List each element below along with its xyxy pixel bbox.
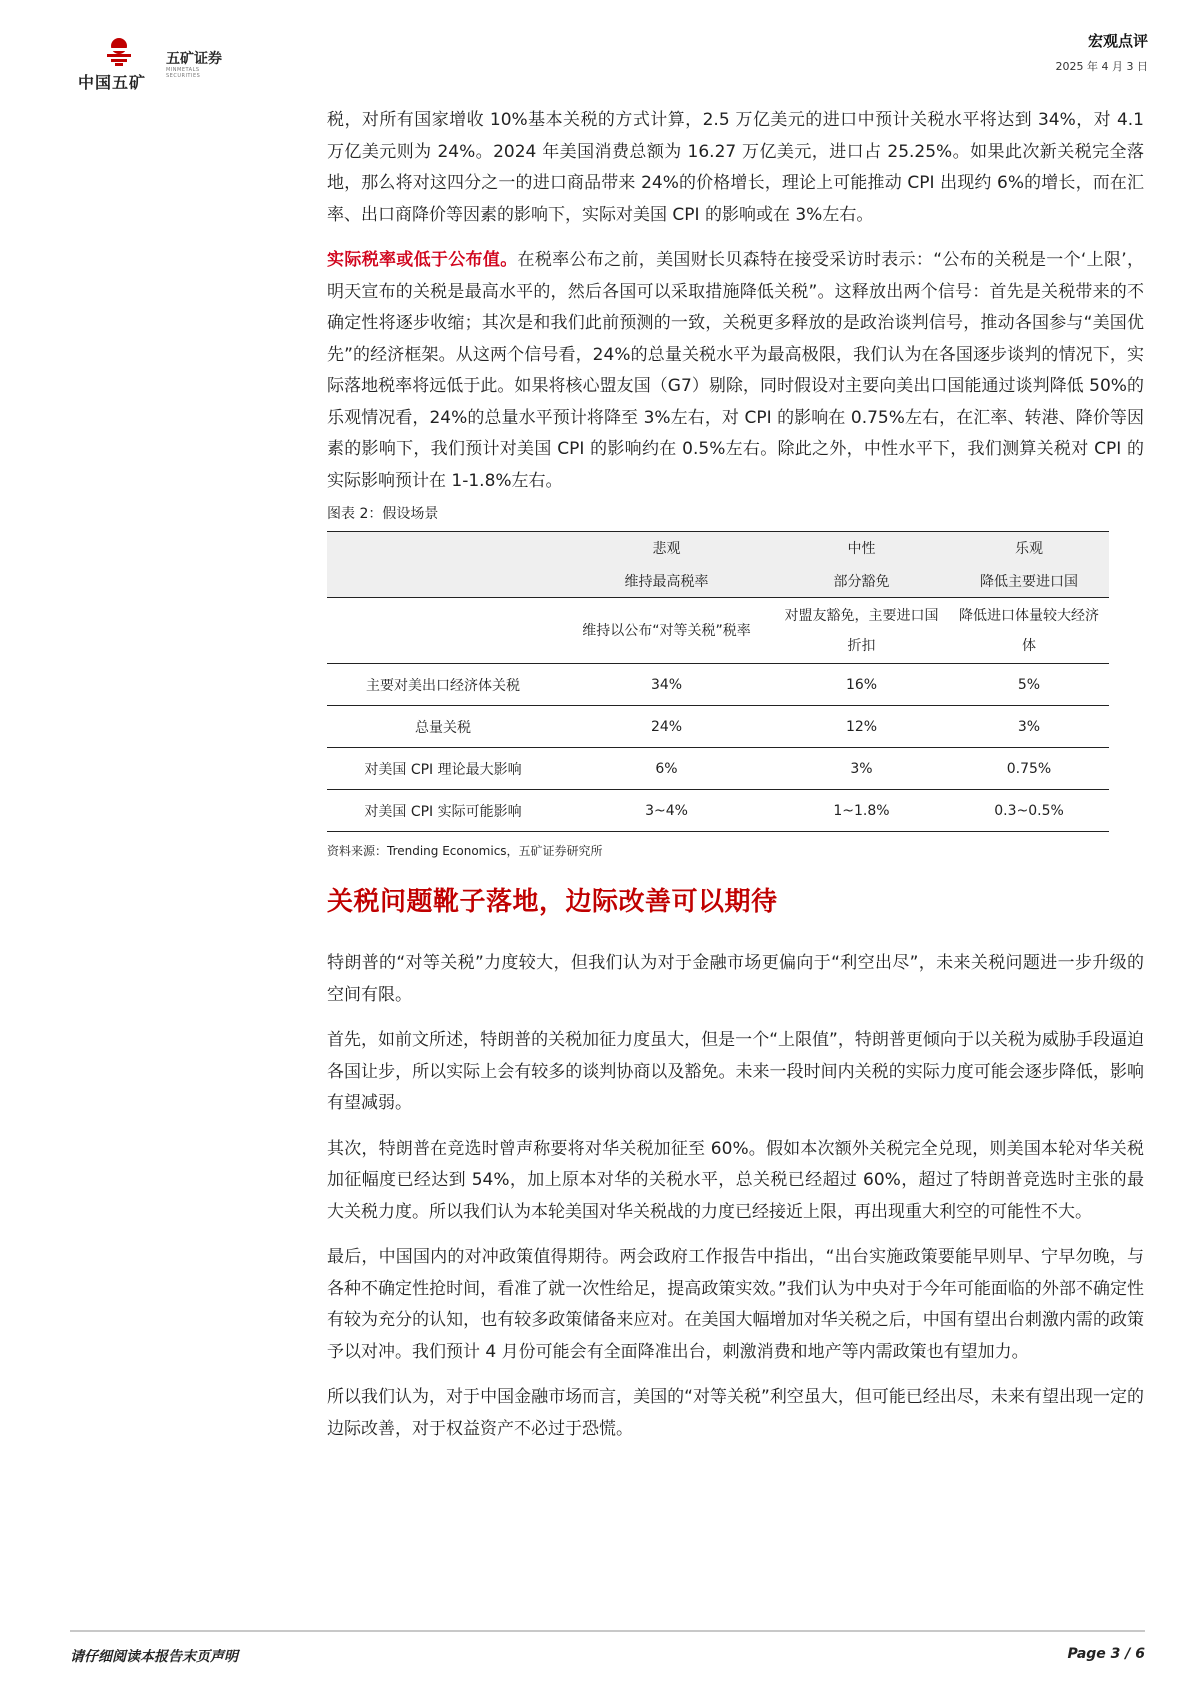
section-paragraph-1: 特朗普的“对等关税”力度较大，但我们认为对于金融市场更偏向于“利空出尽”，未来关税问题进一步升级的空间有限。 [327, 953, 1144, 1005]
report-date: 2025 年 4 月 3 日 [1055, 60, 1148, 73]
table-header-cell: 中性 [774, 532, 949, 565]
table-row-label: 对美国 CPI 理论最大影响 [327, 748, 559, 790]
report-type: 宏观点评 [1087, 32, 1148, 50]
page-number: Page 3 / 6 [1067, 1646, 1145, 1662]
section-paragraph-3: 其次，特朗普在竞选时曾声称要将对华关税加征至 60%。假如本次额外关税完全兑现，则美国本轮对华关税加征幅度已经达到 54%，加上原本对华的关税水平，总关税已经超过 60%，超过了特朗普竞选时主张的最大关税力度。所以我们认为本轮美国对华关税战的力度已经接近上限，再出现重大利空的可能性不大。 [327, 1138, 1144, 1222]
table-desc-cell: 对盟友豁免，主要进口国折扣 [774, 598, 949, 664]
scenario-table [327, 531, 1109, 832]
company-logo [74, 34, 234, 94]
table-row [327, 706, 1109, 748]
table-cell: 34% [559, 664, 774, 706]
footer-disclaimer: 请仔细阅读本报告末页声明 [70, 1649, 238, 1665]
table-cell: 3~4% [559, 790, 774, 832]
table-header-cell: 乐观 [949, 532, 1109, 565]
table-subheader-cell: 维持最高税率 [559, 565, 774, 598]
table-desc-stub [327, 598, 559, 664]
section-paragraph-2: 首先，如前文所述，特朗普的关税加征力度虽大，但是一个“上限值”，特朗普更倾向于以关税为威胁手段逼迫各国让步，所以实际上会有较多的谈判协商以及豁免。未来一段时间内关税的实际力度可能会逐步降低，影响有望减弱。 [327, 1030, 1144, 1113]
figure-source: 资料来源：Trending Economics，五矿证券研究所 [327, 844, 603, 858]
section-title: 关税问题靴子落地，边际改善可以期待 [327, 887, 778, 917]
table-desc-row [327, 598, 1109, 664]
table-row-label: 对美国 CPI 实际可能影响 [327, 790, 559, 832]
table-header-cell: 悲观 [559, 532, 774, 565]
table-cell: 1~1.8% [774, 790, 949, 832]
table-cell: 3% [949, 706, 1109, 748]
footer-divider [70, 1630, 1145, 1632]
table-row [327, 790, 1109, 832]
table-cell: 12% [774, 706, 949, 748]
table-cell: 6% [559, 748, 774, 790]
paragraph-2 [327, 245, 1144, 497]
table-subheader-stub [327, 565, 559, 598]
section-paragraph-4: 最后，中国国内的对冲政策值得期待。两会政府工作报告中指出，“出台实施政策要能早则早、宁早勿晚，与各种不确定性抢时间，看准了就一次性给足，提高政策实效。”我们认为中央对于今年可能面临的外部不确定性有较为充分的认知，也有较多政策储备来应对。在美国大幅增加对华关税之后，中国有望出台刺激内需的政策予以对冲。我们预计 4 月份可能会有全面降准出台，刺激消费和地产等内需政策也有望加力。 [327, 1247, 1144, 1362]
table-desc-cell: 降低进口体量较大经济体 [949, 598, 1109, 664]
table-cell: 24% [559, 706, 774, 748]
table-cell: 5% [949, 664, 1109, 706]
table-cell: 3% [774, 748, 949, 790]
table-row-label: 主要对美出口经济体关税 [327, 664, 559, 706]
table-desc-cell: 维持以公布“对等关税”税率 [559, 598, 774, 664]
logo-company-name-en: MINMETALS SECURITIES [166, 67, 201, 79]
paragraph-2-text: 在税率公布之前，美国财长贝森特在接受采访时表示：“公布的关税是一个‘上限’，明天宣布的关税是最高水平的，然后各国可以采取措施降低关税”。这释放出两个信号：首先是关税带来的不确定性将逐步收缩；其次是和我们此前预测的一致，关税更多释放的是政治谈判信号，推动各国参与“美国优先”的经济框架。从这两个信号看，24%的总量关税水平为最高极限，我们认为在各国逐步谈判的情况下，实际落地税率将远低于此。如果将核心盟友国（G7）剔除，同时假设对主要向美出口国能通过谈判降低 50%的乐观情况看，24%的总量水平预计将降至 3%左右，对 CPI 的影响在 0.75%左右，在汇率、转港、降价等因素的影响下，我们预计对美国 CPI 的影响约在 0.5%左右。除此之外，中性水平下，我们测算关税对 CPI 的实际影响预计在 1-1.8%左右。 [327, 250, 1144, 491]
logo-company-name: 五矿证券 [166, 51, 222, 67]
main-content [327, 105, 1144, 1445]
minmetals-emblem-icon [102, 34, 136, 68]
table-row [327, 748, 1109, 790]
table-cell: 16% [774, 664, 949, 706]
table-cell: 0.3~0.5% [949, 790, 1109, 832]
table-header-stub [327, 532, 559, 565]
table-subheader-cell: 部分豁免 [774, 565, 949, 598]
figure-caption: 图表 2：假设场景 [327, 506, 439, 522]
table-row [327, 664, 1109, 706]
table-row-label: 总量关税 [327, 706, 559, 748]
table-cell: 0.75% [949, 748, 1109, 790]
logo-text-cn: 中国五矿 [78, 73, 147, 92]
table-header-row [327, 532, 1109, 565]
section-paragraph-5: 所以我们认为，对于中国金融市场而言，美国的“对等关税”利空虽大，但可能已经出尽，未来有望出现一定的边际改善，对于权益资产不必过于恐慌。 [327, 1387, 1144, 1439]
paragraph-1: 税，对所有国家增收 10%基本关税的方式计算，2.5 万亿美元的进口中预计关税水平将达到 34%，对 4.1 万亿美元则为 24%。2024 年美国消费总额为 16.27 万亿美元，进口占 25.25%。如果此次新关税完全落地，那么将对这四分之一的进口商品带来 24%的价格增长，理论上可能推动 CPI 出现约 6%的增长，而在汇率、出口商降价等因素的影响下，实际对美国 CPI 的影响或在 3%左右。 [327, 110, 1144, 225]
table-subheader-cell: 降低主要进口国 [949, 565, 1109, 598]
table-subheader-row [327, 565, 1109, 598]
paragraph-2-highlight: 实际税率或低于公布值。 [327, 250, 518, 270]
